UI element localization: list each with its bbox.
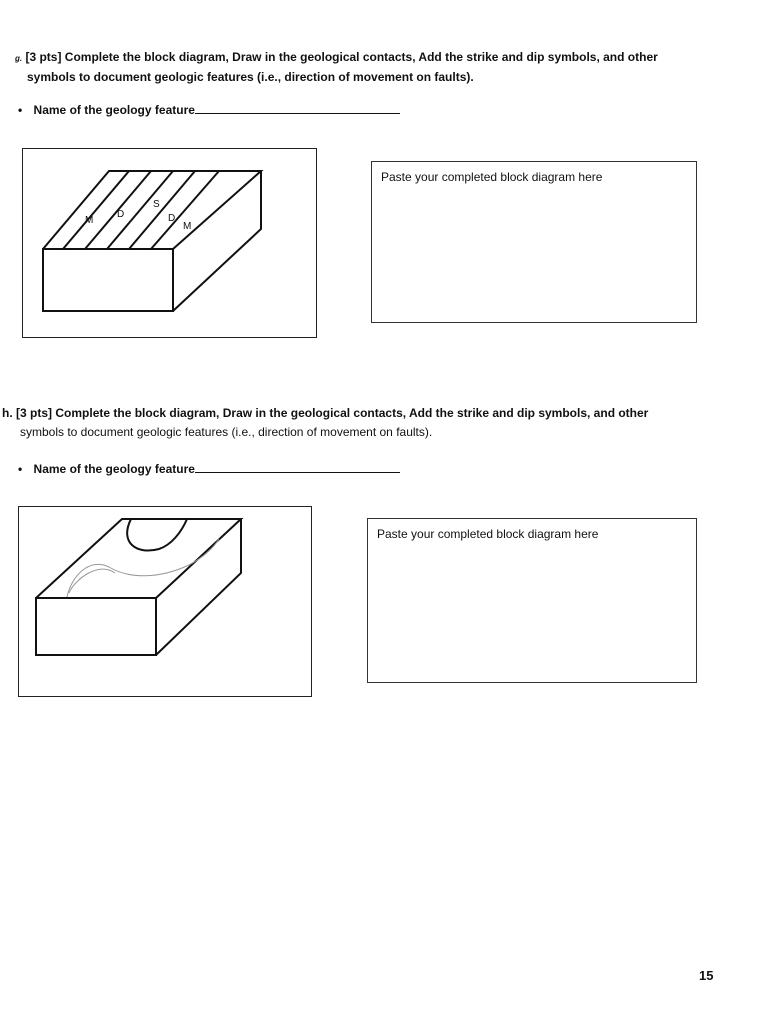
diagram-label-m2: M: [183, 221, 192, 232]
block-diagram-g: [22, 148, 317, 338]
question-points: [3 pts]: [16, 406, 53, 420]
feature-name-blank[interactable]: [195, 460, 400, 473]
feature-name-blank[interactable]: [195, 101, 400, 114]
question-instruction-line2: symbols to document geologic features (i.e., direction of movement on faults).: [20, 425, 433, 439]
diagram-label-m1: M: [85, 215, 94, 226]
feature-name-label: Name of the geology feature: [33, 103, 195, 117]
diagram-label-s: S: [153, 199, 160, 210]
question-instruction-line1: Complete the block diagram, Draw in the geological contacts, Add the strike and dip symbols, and other: [55, 406, 649, 420]
question-points: [3 pts]: [25, 50, 62, 64]
block-diagram-h: [18, 506, 312, 697]
question-h-prompt: [2, 404, 648, 442]
paste-box-g[interactable]: [371, 161, 697, 323]
question-g-prompt: [15, 48, 658, 87]
paste-box-h[interactable]: [367, 518, 697, 683]
feature-name-line: [18, 460, 400, 476]
diagram-label-d2: D: [168, 213, 176, 224]
question-number: h.: [2, 406, 13, 420]
diagram-label-d1: D: [117, 209, 125, 220]
bullet-icon: •: [18, 103, 23, 117]
page-number: 15: [699, 968, 714, 983]
question-instruction-line2: symbols to document geologic features (i.e., direction of movement on faults).: [27, 70, 474, 84]
question-number: g.: [15, 54, 23, 63]
bullet-icon: •: [18, 462, 23, 476]
feature-name-label: Name of the geology feature: [33, 462, 195, 476]
paste-box-label: Paste your completed block diagram here: [377, 527, 599, 541]
feature-name-line: [18, 101, 400, 117]
question-instruction-line1: Complete the block diagram, Draw in the geological contacts, Add the strike and dip symbols, and other: [64, 50, 658, 64]
paste-box-label: Paste your completed block diagram here: [381, 170, 603, 184]
